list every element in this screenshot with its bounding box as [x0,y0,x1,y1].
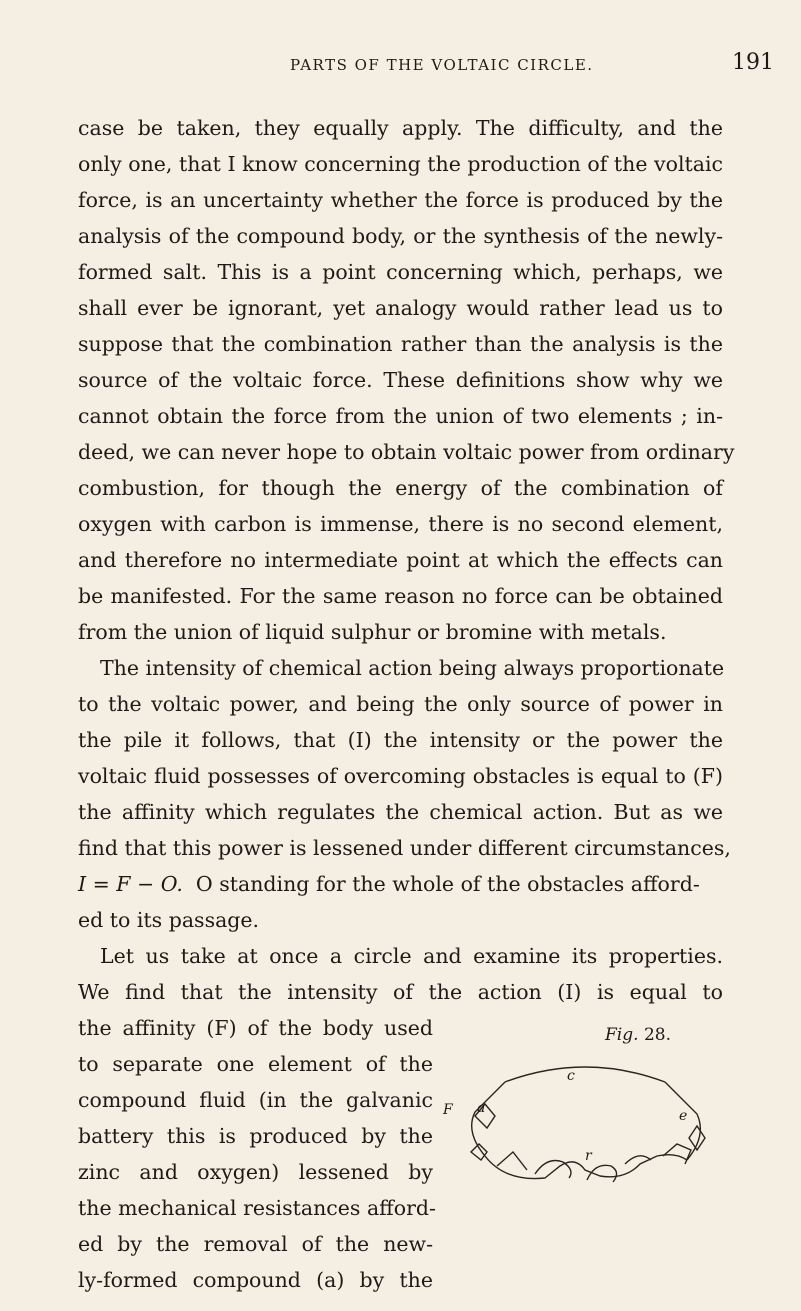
equation-explanation: O standing for the whole of the obstacles afford- [195,872,700,896]
text-line: zinc and oxygen) lessened by [78,1160,433,1184]
cell-mark [587,1165,617,1182]
text-line: cannot obtain the force from the union of two elements ; in- [78,404,723,428]
text-line: the pile it follows, that (I) the intensity or the power the [78,728,723,752]
text-line: We find that the intensity of the action (I) is equal to [78,980,723,1004]
running-head: PARTS OF THE VOLTAIC CIRCLE. [290,56,594,74]
voltaic-circle-diagram [435,1052,735,1192]
text-line: and therefore no intermediate point at which the effects can [78,548,723,572]
diagram-letter-r: r [585,1148,592,1164]
circle-arc-left [472,1082,505,1156]
right-cell-mark [689,1126,705,1150]
text-line: ed by the removal of the new- [78,1232,433,1256]
text-line: the affinity (F) of the body used [78,1016,433,1040]
text-line: voltaic fluid possesses of overcoming obstacles is equal to (F) [78,764,723,788]
text-line: shall ever be ignorant, yet analogy would rather lead us to [78,296,723,320]
cell-mark [535,1161,571,1179]
text-line: ly-formed compound (a) by the [78,1268,433,1292]
text-line: suppose that the combination rather than the analysis is the [78,332,723,356]
text-line: the affinity which regulates the chemical action. But as we [78,800,723,824]
text-line: oxygen with carbon is immense, there is no second element, [78,512,723,536]
cell-mark [497,1152,527,1170]
circle-arc-top [505,1067,665,1082]
text-line: ed to its passage. [78,908,260,932]
equation-line [78,870,723,898]
text-line: force, is an uncertainty whether the force is produced by the [78,188,723,212]
page-number: 191 [732,50,774,75]
diagram-letter-c: c [567,1068,575,1084]
text-line: deed, we can never hope to obtain voltaic power from ordinary [78,440,735,464]
text-line: from the union of liquid sulphur or bromine with metals. [78,620,667,644]
text-line: combustion, for though the energy of the combination of [78,476,723,500]
diagram-letter-F: F [443,1102,453,1118]
text-line: find that this power is lessened under different circumstances, [78,836,731,860]
equation: I = F − O. [78,872,183,896]
text-line: to separate one element of the [78,1052,433,1076]
text-line: formed salt. This is a point concerning which, perhaps, we [78,260,723,284]
text-line: the mechanical resistances afford- [78,1196,436,1220]
text-line: source of the voltaic force. These definitions show why we [78,368,723,392]
text-line: analysis of the compound body, or the synthesis of the newly- [78,224,723,248]
figure-label: Fig. 28. [605,1025,671,1045]
text-line: The intensity of chemical action being always proportionate [100,656,725,680]
diagram-letter-a: a [477,1100,486,1116]
text-line: be manifested. For the same reason no force can be obtained [78,584,723,608]
diagram-letter-e: e [679,1108,688,1124]
text-line: to the voltaic power, and being the only source of power in [78,692,723,716]
text-line: compound fluid (in the galvanic [78,1088,433,1112]
text-line: only one, that I know concerning the production of the voltaic [78,152,723,176]
text-line: Let us take at once a circle and examine its properties. [100,944,723,968]
text-line: battery this is produced by the [78,1124,433,1148]
left-lower-mark [471,1144,487,1160]
text-line: case be taken, they equally apply. The difficulty, and the [78,116,723,140]
